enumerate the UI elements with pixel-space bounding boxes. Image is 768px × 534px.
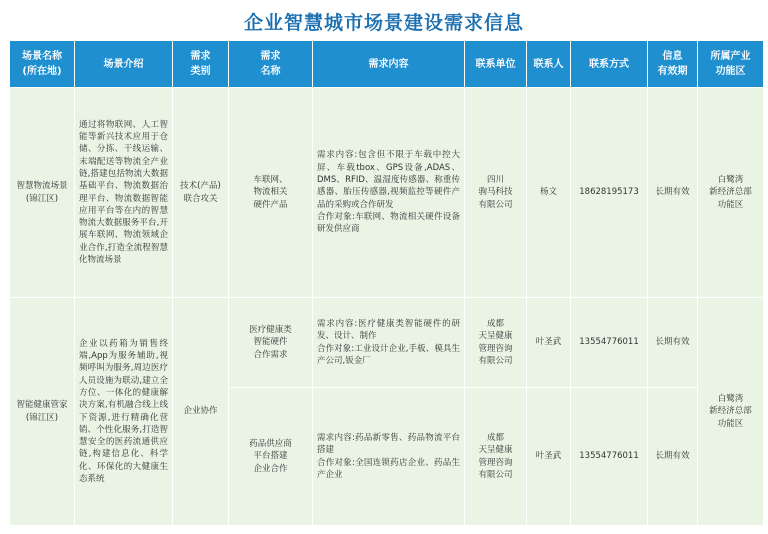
validity-cell: 长期有效 xyxy=(648,298,698,388)
validity-cell: 长期有效 xyxy=(648,88,698,298)
contact-unit-cell: 四川 驹马科技 有限公司 xyxy=(465,88,527,298)
contact-info-cell: 13554776011 xyxy=(571,298,648,388)
contact-info-cell: 18628195173 xyxy=(571,88,648,298)
header-demand-name: 需求 名称 xyxy=(229,41,313,88)
contact-person-cell: 叶圣武 xyxy=(527,298,571,388)
contact-info-cell: 13554776011 xyxy=(571,388,648,526)
demand-name-cell: 医疗健康类 智能硬件 合作需求 xyxy=(229,298,313,388)
contact-unit-cell: 成都 天呈健康 管理咨询 有限公司 xyxy=(465,388,527,526)
header-contact-unit: 联系单位 xyxy=(465,41,527,88)
scene-name-cell: 智能健康管家 (锦江区) xyxy=(10,298,75,526)
demand-type-cell: 技术(产品) 联合攻关 xyxy=(173,88,229,298)
demand-table xyxy=(9,40,764,526)
header-scene-intro: 场景介绍 xyxy=(75,41,173,88)
scene-intro-cell: 企业以药箱为销售终端,App为服务辅助,视频呼叫为服务,周边医疗人员设施为联动,建立全方位、一体化的健康解决方案,有机融合线上线下资源,进行精确化营销、个性化服务,打造智慧安全的医药流通供应链,构建信息化、科学化、环保化的大健康生态系统 xyxy=(75,298,173,526)
demand-name-cell: 药品供应商 平台搭建 企业合作 xyxy=(229,388,313,526)
demand-content-cell: 需求内容:包含但不限于车载中控大屏、车载tbox、GPS设备,ADAS、DMS、RFID、温湿度传感器、称重传感器、胎压传感器,视频监控等硬件产品的采购或合作研发 合作对象:车联网、物流相关硬件设备研发供应商 xyxy=(313,88,465,298)
header-industry-zone: 所属产业 功能区 xyxy=(698,41,764,88)
contact-person-cell: 叶圣武 xyxy=(527,388,571,526)
table-row xyxy=(10,298,764,388)
header-row xyxy=(10,41,764,88)
industry-zone-cell: 白鹭湾 新经济总部 功能区 xyxy=(698,88,764,298)
contact-unit-cell: 成都 天呈健康 管理咨询 有限公司 xyxy=(465,298,527,388)
header-contact-person: 联系人 xyxy=(527,41,571,88)
scene-intro-cell: 通过将物联网、人工智能等新兴技术应用于仓储、分拣、干线运输、末端配送等物流全产业链,搭建包括物流大数据基础平台、物流数据治理平台、物流数据智能应用平台等在内的智慧物流大数据服务平台,开展车联网、物流领域企业合作,打造全流程智慧化物流场景 xyxy=(75,88,173,298)
demand-name-cell: 车联网、 物流相关 硬件产品 xyxy=(229,88,313,298)
demand-type-cell: 企业协作 xyxy=(173,298,229,526)
page-title: 企业智慧城市场景建设需求信息 xyxy=(243,12,524,34)
header-contact-info: 联系方式 xyxy=(571,41,648,88)
industry-zone-cell: 白鹭湾 新经济总部 功能区 xyxy=(698,298,764,526)
header-validity: 信息 有效期 xyxy=(648,41,698,88)
table-row xyxy=(10,88,764,298)
contact-person-cell: 杨文 xyxy=(527,88,571,298)
demand-content-cell: 需求内容:医疗健康类智能硬件的研发、设计、制作 合作对象:工业设计企业,手板、模具生产公司,钣金厂 xyxy=(313,298,465,388)
header-demand-type: 需求 类别 xyxy=(173,41,229,88)
scene-name-cell: 智慧物流场景 (锦江区) xyxy=(10,88,75,298)
validity-cell: 长期有效 xyxy=(648,388,698,526)
header-scene-name: 场景名称 (所在地) xyxy=(10,41,75,88)
header-demand-content: 需求内容 xyxy=(313,41,465,88)
demand-content-cell: 需求内容:药品新零售、药品物流平台搭建 合作对象:全国连锁药店企业、药品生产企业 xyxy=(313,388,465,526)
